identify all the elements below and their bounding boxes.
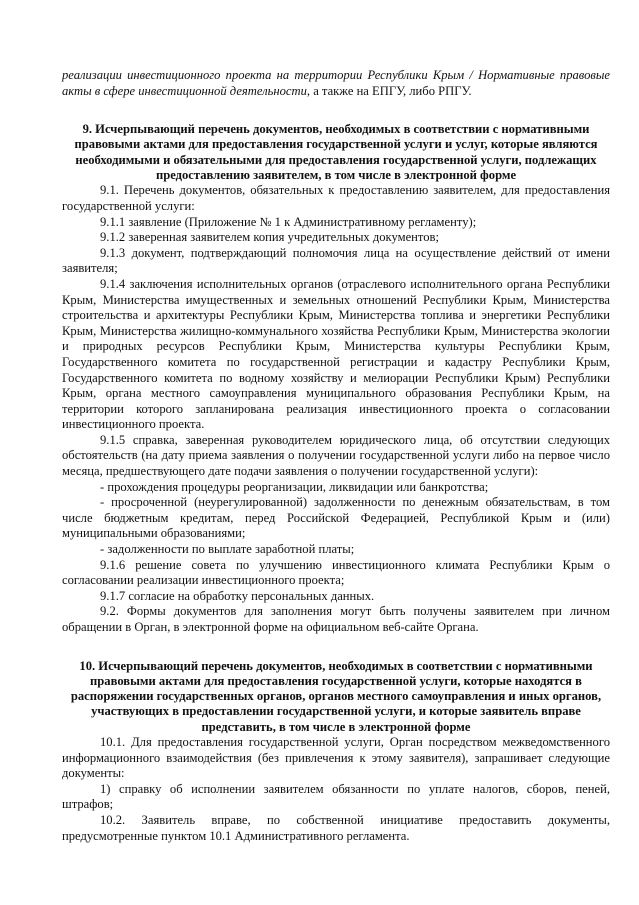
paragraph-10-1-item-1: 1) справку об исполнении заявителем обязанности по уплате налогов, сборов, пеней, штрафов;: [62, 781, 610, 812]
paragraph-9-2: 9.2. Формы документов для заполнения могут быть получены заявителем при личном обращении в Орган, в электронной форме на официальном веб-сайте Органа.: [62, 604, 610, 634]
paragraph-9-1-7: 9.1.7 согласие на обработку персональных данных.: [100, 588, 375, 603]
document-page: [62, 68, 610, 844]
list-item-reorganization: - прохождения процедуры реорганизации, ликвидации или банкротства;: [100, 479, 489, 494]
paragraph-9-1-1: 9.1.1 заявление (Приложение № 1 к Административному регламенту);: [100, 214, 477, 229]
paragraph-9-1-2: 9.1.2 заверенная заявителем копия учредительных документов;: [100, 230, 440, 245]
paragraph-9-1-4: 9.1.4 заключения исполнительных органов (отраслевого исполнительного органа Республики Крым, Министерства имущественных и земельных отношений Республики Крым, Министерства строительства и архитектуры Республики Крым, Министерства топлива и энергетики Республики Крым, Министерства жилищно-коммунального хозяйства Республики Крым, Министерства экологии и природных ресурсов Республики Крым, Министерства культуры Республики Крым, Государственного комитета по государственной регистрации и кадастру Республики Крым, Государственного комитета по водному хозяйству и мелиорации Республики Крым) Республики Крым, органа местного самоуправления муниципального образования Республики Крым, на территории которого запланирована реализация инвестиционного проекта о согласовании инвестиционного проекта.: [62, 276, 610, 432]
paragraph-9-1-3: 9.1.3 документ, подтверждающий полномочия лица на осуществление действий от имени заявителя;: [62, 245, 610, 276]
list-item-wages: - задолженности по выплате заработной платы;: [100, 542, 355, 557]
intro-italic-text: реализации инвестиционного проекта на территории Республики Крым / Нормативные правовые акты в сфере инвестиционной деятельности: [62, 68, 610, 98]
paragraph-10-1: 10.1. Для предоставления государственной услуги, Орган посредством межведомственного информационного взаимодействия (без привлечения к этому заявителя), запрашивает следующие документы:: [62, 735, 610, 781]
paragraph-9-1-5: 9.1.5 справка, заверенная руководителем юридического лица, об отсутствии следующих обстоятельств (на дату приема заявления о получении государственной услуги либо на первое число месяца, предшествующего дате подачи заявления о получении государственной услуги):: [62, 432, 610, 479]
paragraph-9-1-6: 9.1.6 решение совета по улучшению инвестиционного климата Республики Крым о согласовании реализации инвестиционного проекта;: [62, 557, 610, 588]
section-9-heading: 9. Исчерпывающий перечень документов, необходимых в соответствии с нормативными правовыми актами для предоставления государственной услуги и услуг, которые являются необходимыми и обязательными для предоставления государственной услуги, подлежащих предоставлению заявителем, в том числе в электронной форме: [74, 122, 598, 183]
paragraph-10-2: 10.2. Заявитель вправе, по собственной инициативе предоставить документы, предусмотренные пунктом 10.1 Административного регламента.: [62, 813, 610, 843]
intro-paragraph: [62, 68, 610, 99]
paragraph-9-1: 9.1. Перечень документов, обязательных к предоставлению заявителем, для предоставления государственной услуги:: [62, 183, 610, 213]
intro-rest-text: , а также на ЕПГУ, либо РПГУ.: [306, 83, 472, 98]
list-item-debt: - просроченной (неурегулированной) задолженности по денежным обязательствам, в том числе бюджетным кредитам, перед Российской Федерацией, Республикой Крым и (или) муниципальными образованиями;: [62, 495, 610, 541]
section-10-heading: 10. Исчерпывающий перечень документов, необходимых в соответствии с нормативными правовыми актами для предоставления государственной услуги, которые находятся в распоряжении государственных органов, органов местного самоуправления и иных органов, участвующих в предоставлении государственной услуги, и которые заявитель вправе представить, в том числе в электронной форме: [70, 658, 602, 734]
